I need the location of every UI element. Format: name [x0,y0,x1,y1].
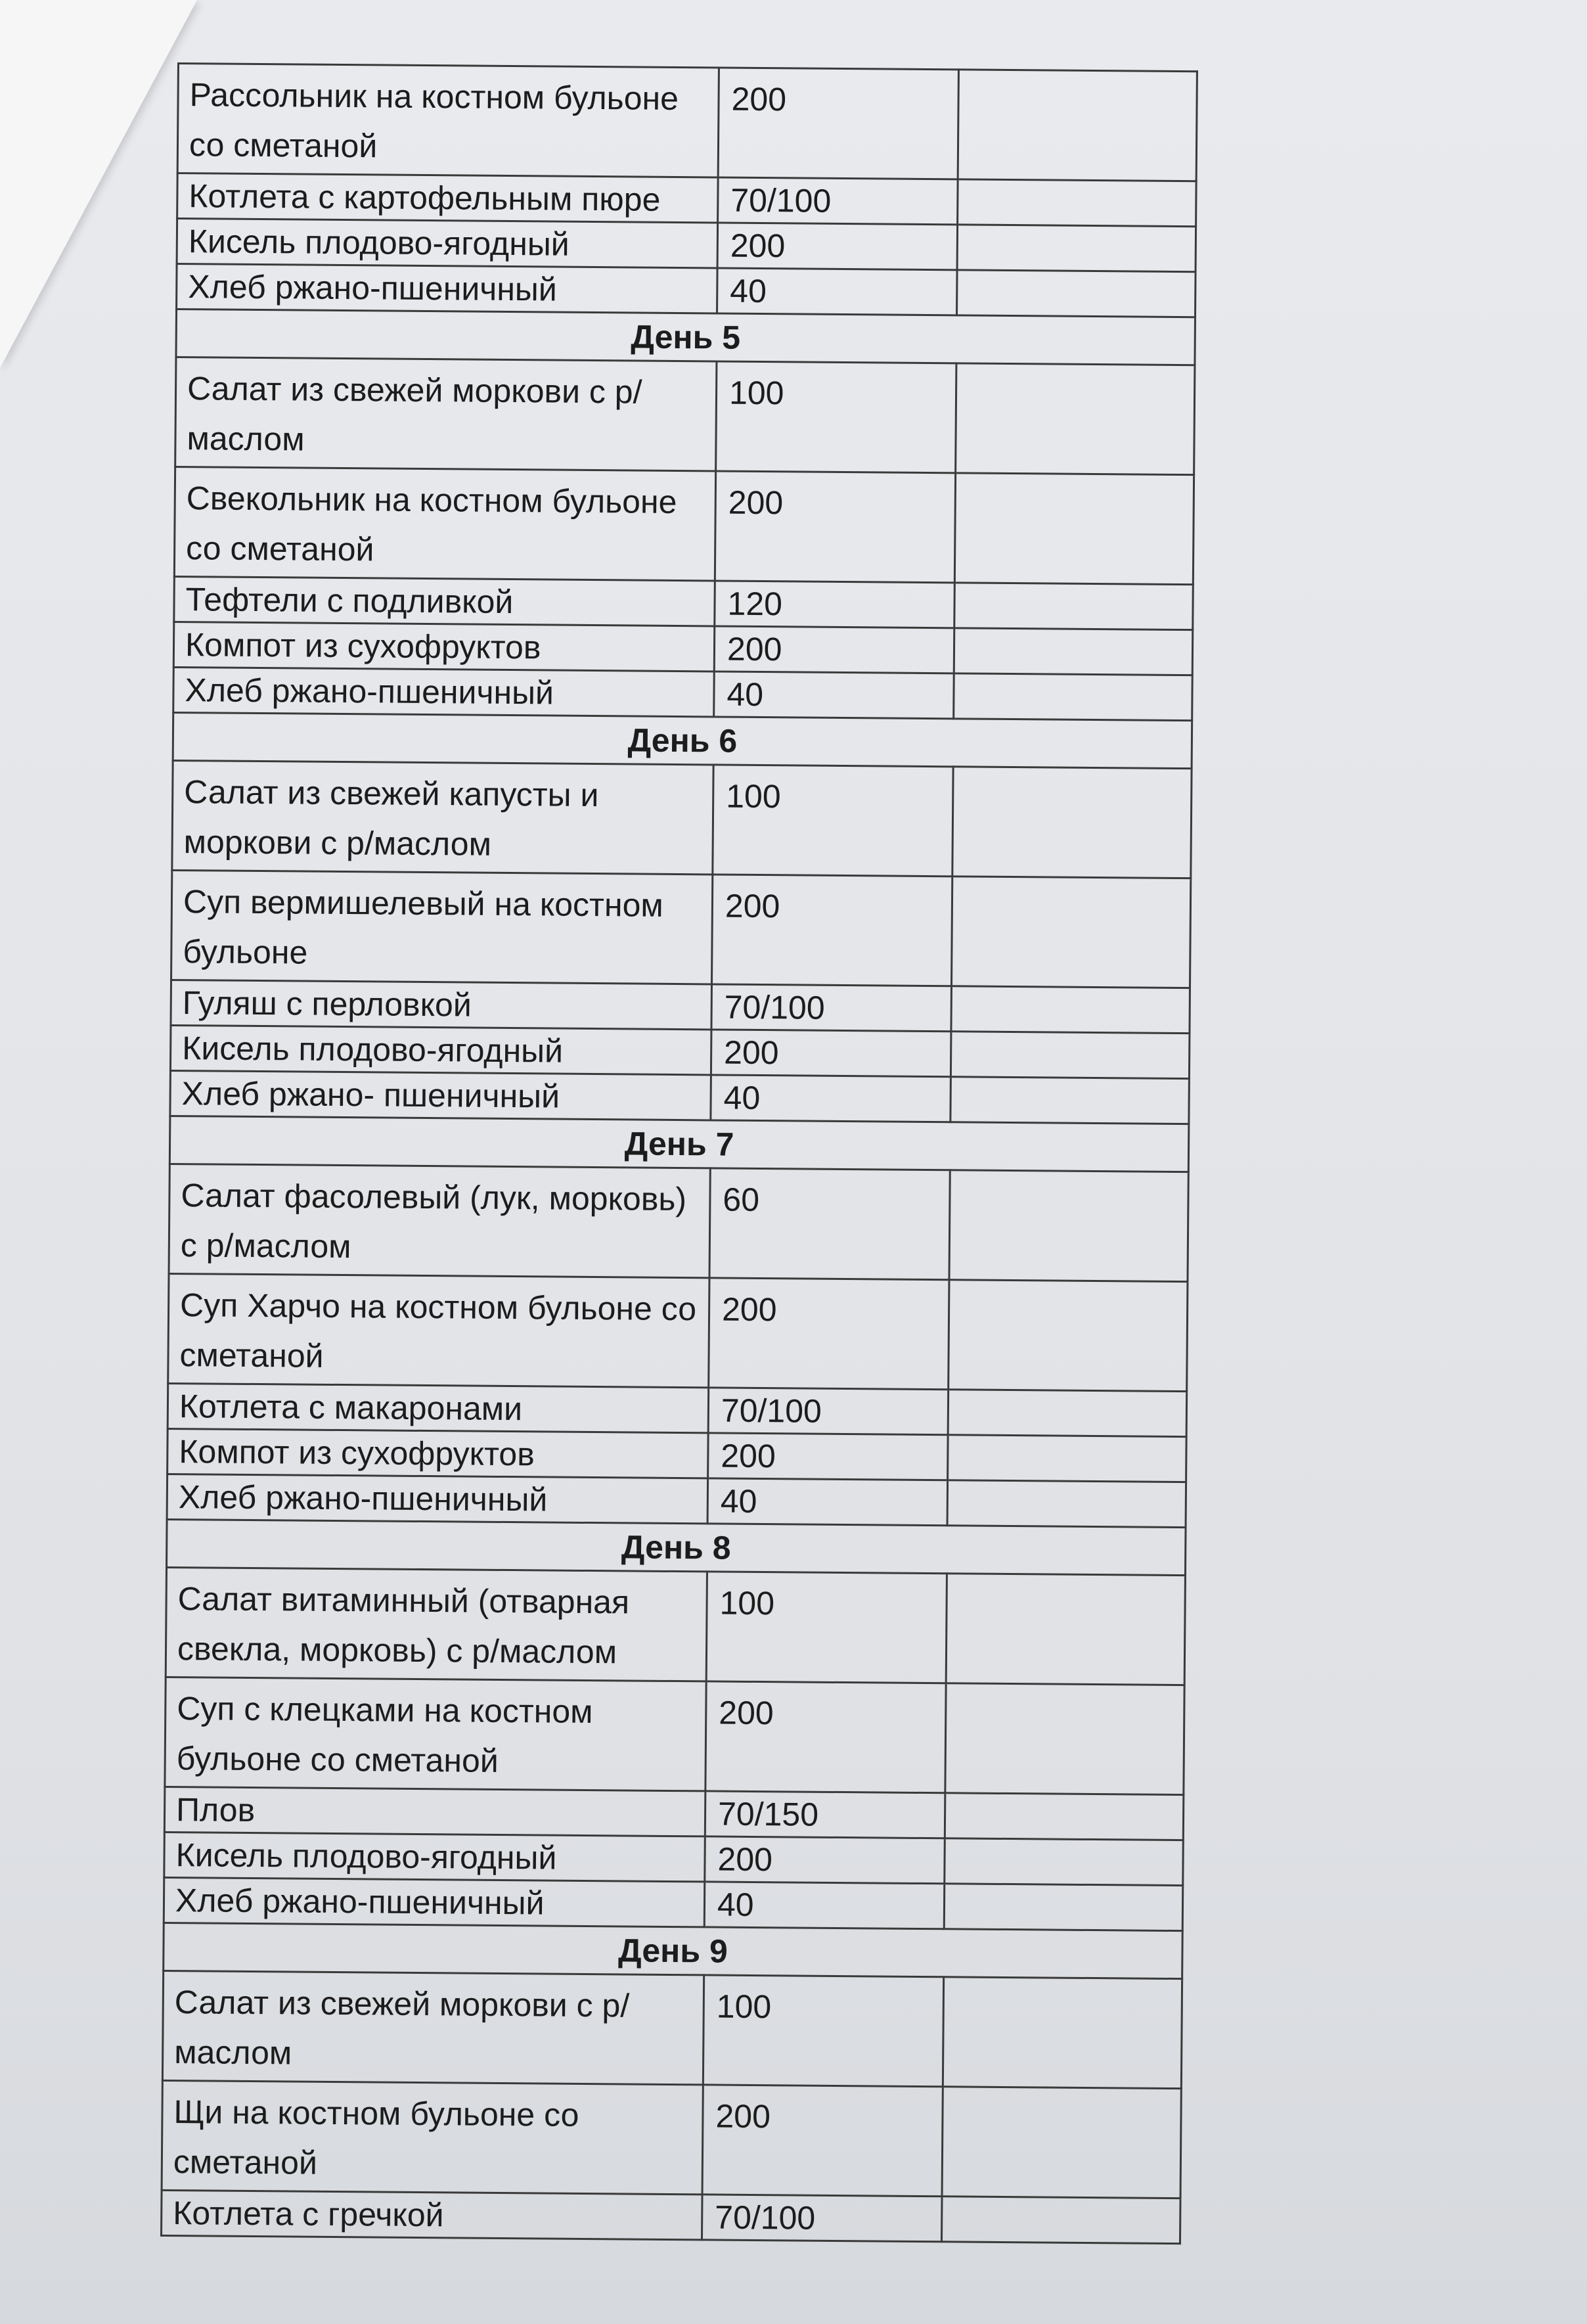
portion-size: 200 [708,1433,949,1480]
day-header-row [164,1923,1183,1978]
dish-row [170,1025,1189,1078]
dish-row [164,1877,1182,1930]
dish-name: Рассольник на костном бульоне со сметаной [177,64,719,177]
empty-cell [949,1170,1188,1282]
day-label: День 5 [176,309,1196,365]
dish-name: Котлета с картофельным пюре [177,173,719,223]
portion-size: 200 [718,68,958,179]
day-label: День 7 [169,1116,1189,1172]
dish-name: Котлета с макаронами [168,1383,709,1432]
empty-cell [952,767,1192,878]
portion-size: 40 [707,1478,948,1526]
empty-cell [949,1280,1188,1392]
empty-cell [945,1683,1184,1795]
portion-size: 100 [716,361,956,473]
dish-name: Хлеб ржано-пшеничный [164,1877,705,1926]
portion-size: 40 [711,1075,951,1122]
dish-name: Гуляш с перловкой [171,980,712,1029]
portion-size: 100 [706,1572,947,1683]
dish-row [173,622,1192,675]
dish-name: Хлеб ржано- пшеничный [170,1070,711,1120]
dish-row [162,1971,1182,2088]
day-label: День 8 [167,1519,1186,1575]
dish-row [168,1428,1186,1482]
empty-cell [948,1390,1187,1437]
dish-row [164,1832,1183,1885]
dish-name: Компот из сухофруктов [168,1428,709,1478]
portion-size: 200 [714,626,954,673]
dish-name: Плов [164,1787,705,1836]
empty-cell [958,70,1197,181]
portion-size: 200 [712,875,952,986]
dish-name: Салат из свежей моркови с р/маслом [162,1971,704,2084]
portion-size: 200 [717,223,958,270]
menu-table [160,62,1198,2244]
portion-size: 60 [709,1168,950,1280]
dish-row [171,980,1190,1033]
dish-row [174,467,1194,584]
dish-name: Салат фасолевый (лук, морковь) с р/маслом [169,1164,710,1277]
dish-row [169,1164,1188,1281]
empty-cell [943,1977,1182,2089]
portion-size: 100 [703,1975,943,2087]
dish-row [173,667,1192,720]
dish-row [175,357,1195,474]
empty-cell [948,1435,1187,1482]
dish-row [172,760,1192,878]
portion-size: 70/100 [711,984,952,1032]
dish-name: Хлеб ржано-пшеничный [167,1474,708,1523]
portion-size: 200 [715,471,955,583]
portion-size: 200 [709,1278,949,1390]
dish-name: Кисель плодово-ягодный [177,219,718,268]
dish-name: Щи на костном бульоне со сметаной [162,2080,703,2194]
empty-cell [945,1793,1184,1840]
dish-row [162,2080,1181,2198]
portion-size: 70/100 [702,2195,942,2242]
day-header-row [173,712,1192,768]
dish-name: Хлеб ржано-пшеничный [173,667,715,716]
empty-cell [957,270,1196,317]
portion-size: 120 [715,581,955,628]
empty-cell [956,363,1195,475]
day-header-row [167,1519,1186,1575]
dish-row [177,64,1197,181]
dish-row [166,1567,1185,1685]
empty-cell [942,2087,1181,2199]
empty-cell [958,179,1197,227]
dish-row [174,576,1193,629]
portion-size: 40 [704,1882,945,1929]
empty-cell [957,225,1196,272]
dish-name: Салат из свежей моркови с р/маслом [175,357,717,470]
portion-size: 200 [702,2085,943,2197]
dish-row [164,1787,1183,1840]
portion-size: 70/150 [705,1791,945,1838]
dish-row [177,173,1196,227]
empty-cell [954,583,1194,630]
dish-name: Салат из свежей капусты и моркови с р/маслом [172,760,713,874]
dish-name: Свекольник на костном бульоне со сметаной [174,467,715,580]
dish-row [168,1383,1186,1436]
empty-cell [954,673,1193,721]
portion-size: 70/100 [708,1388,949,1435]
dish-row [171,870,1191,988]
portion-size: 200 [711,1030,951,1077]
dish-row [168,1273,1188,1391]
dish-row [177,219,1196,272]
dish-name: Тефтели с подливкой [174,576,715,626]
dish-name: Суп с клецками на костном бульоне со сметаной [165,1677,706,1790]
day-label: День 9 [164,1923,1183,1978]
dish-name: Салат витаминный (отварная свекла, морковь) с р/маслом [166,1567,707,1681]
empty-cell [950,1032,1190,1079]
empty-cell [954,628,1193,675]
empty-cell [951,877,1190,988]
portion-size: 40 [717,268,958,315]
dish-row [167,1474,1186,1527]
portion-size: 40 [714,672,954,719]
day-label: День 6 [173,712,1192,768]
portion-size: 70/100 [718,177,958,225]
dish-name: Котлета с гречкой [162,2190,703,2239]
dish-name: Кисель плодово-ягодный [164,1832,705,1881]
portion-size: 200 [705,1836,945,1884]
day-header-row [176,309,1196,365]
dish-name: Суп Харчо на костном бульоне со сметаной [168,1273,709,1387]
dish-name: Кисель плодово-ягодный [170,1025,711,1074]
empty-cell [946,1574,1185,1685]
day-header-row [169,1116,1189,1172]
portion-size: 100 [713,765,953,877]
dish-name: Хлеб ржано-пшеничный [177,264,718,313]
empty-cell [951,986,1190,1034]
dish-name: Компот из сухофруктов [173,622,715,671]
menu-table-body [162,64,1197,2244]
dish-row [170,1070,1189,1124]
empty-cell [941,2197,1180,2244]
dish-name: Суп вермишелевый на костном бульоне [171,870,713,984]
empty-cell [954,473,1194,585]
folded-page-corner [0,0,197,368]
dish-row [162,2190,1180,2243]
dish-row [165,1677,1184,1794]
empty-cell [944,1884,1183,1931]
empty-cell [945,1838,1184,1886]
empty-cell [947,1480,1186,1528]
empty-cell [950,1077,1190,1124]
dish-row [177,264,1196,317]
portion-size: 200 [705,1681,946,1793]
